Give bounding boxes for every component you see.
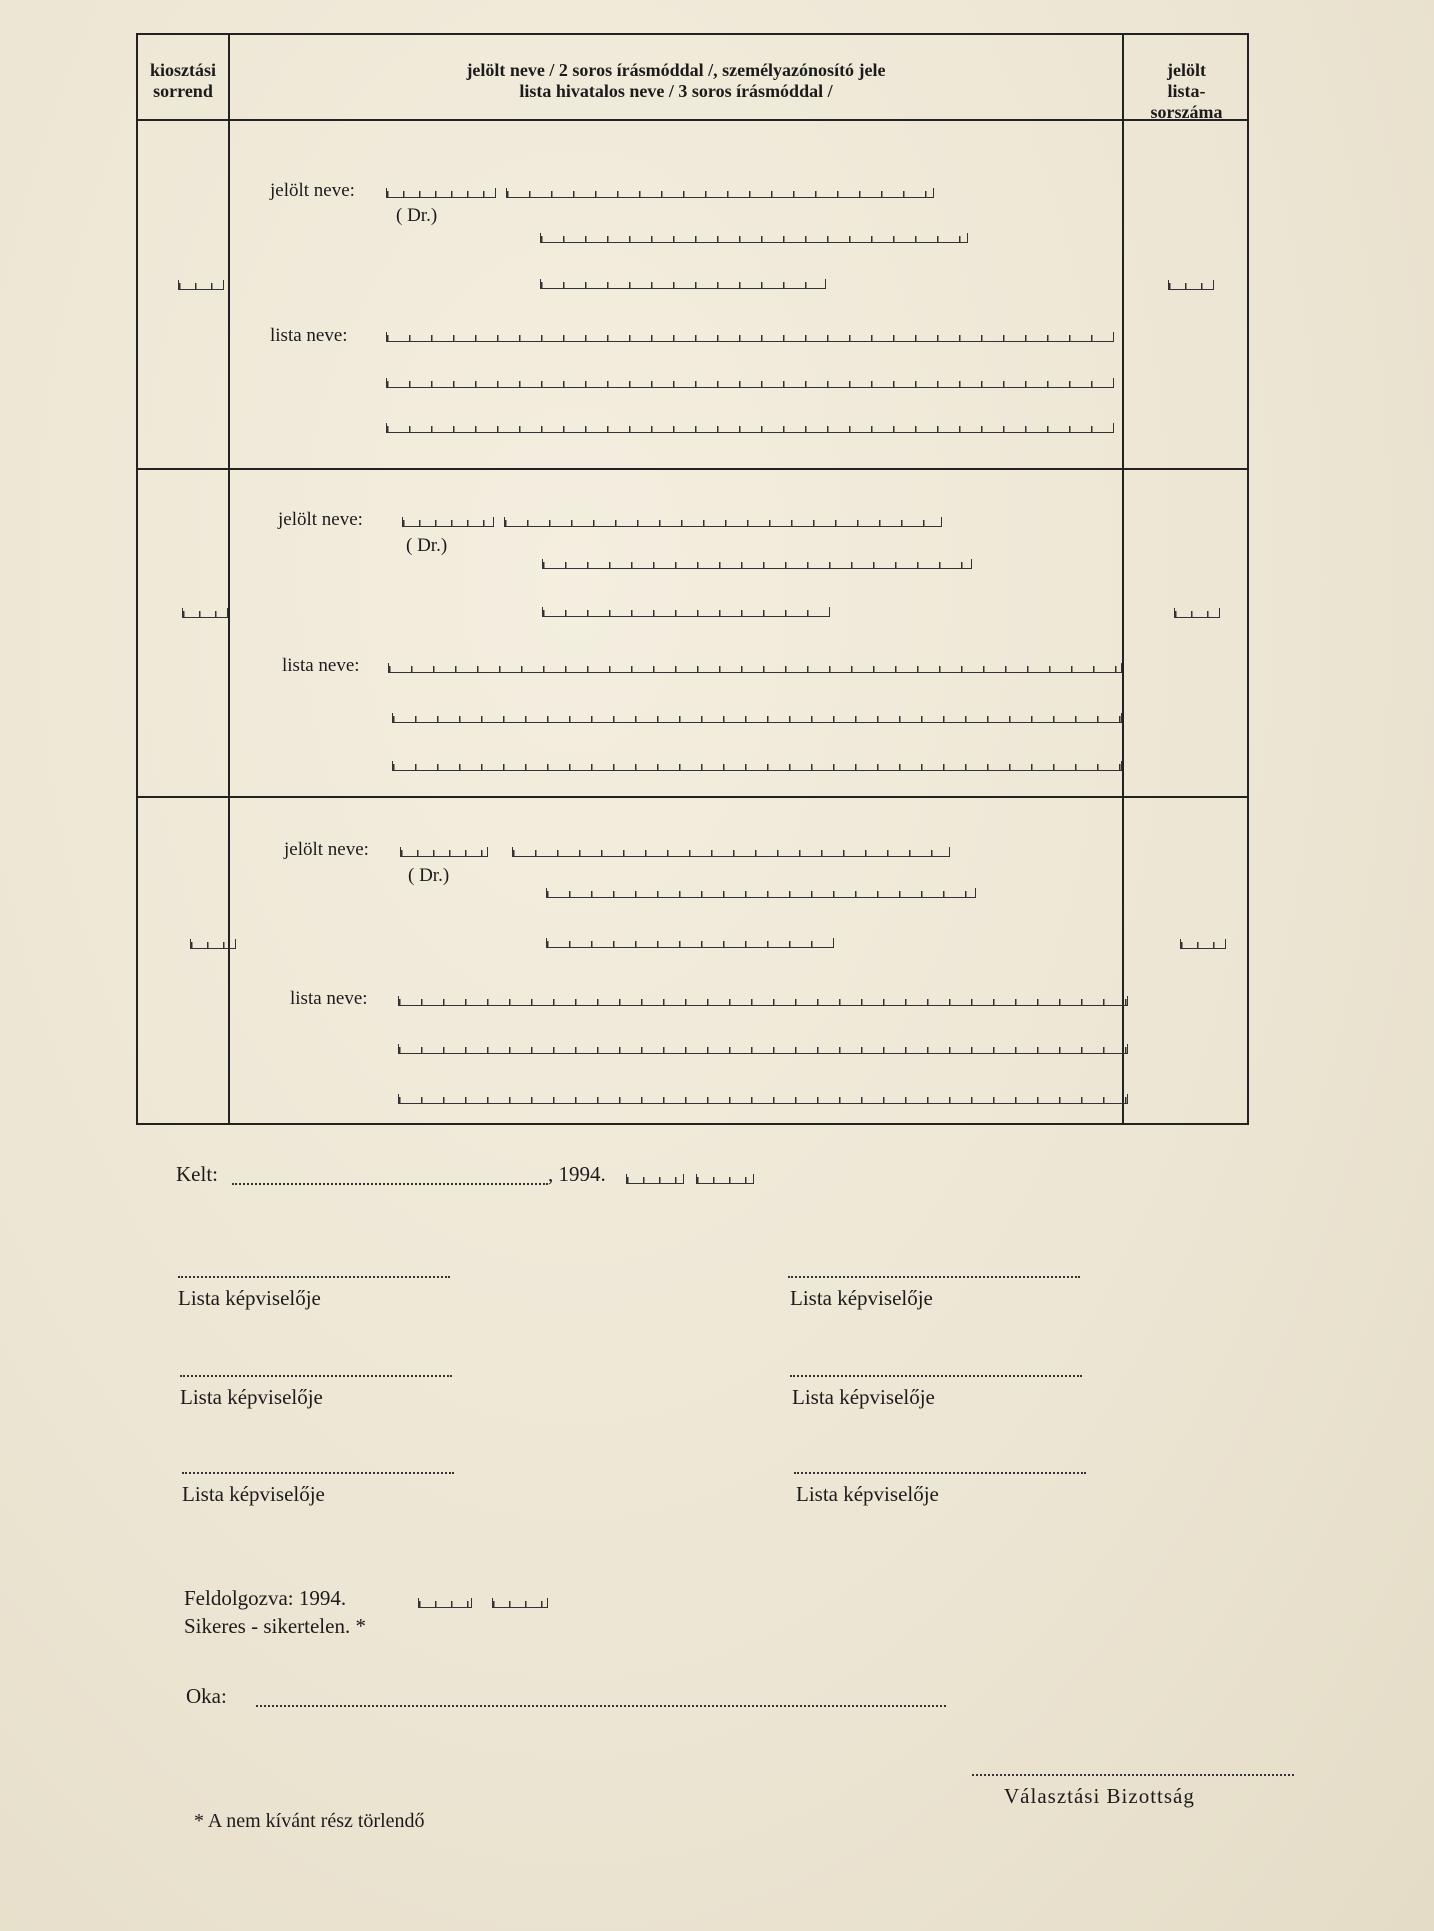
list-name-field-3[interactable] (398, 1094, 1128, 1104)
list-name-field[interactable] (398, 996, 1128, 1006)
candidate-prefix-field[interactable] (400, 847, 488, 857)
date-day-field[interactable] (696, 1174, 754, 1184)
result-label: Sikeres - sikertelen. * (184, 1614, 366, 1638)
header-order: kiosztási sorrend (149, 60, 216, 101)
list-name-field-2[interactable] (392, 713, 1122, 723)
candidate-name-field-2[interactable] (542, 559, 972, 569)
title-label: ( Dr.) (406, 535, 448, 556)
personal-id-field[interactable] (542, 607, 830, 617)
processed-day-field[interactable] (492, 1598, 548, 1608)
committee-label: Választási Bizottság (1004, 1784, 1195, 1808)
reason-label: Oka: (186, 1684, 227, 1708)
order-field[interactable] (178, 280, 224, 290)
list-name-field-3[interactable] (392, 761, 1122, 771)
date-label: Kelt: (176, 1162, 218, 1186)
committee-signature-line[interactable] (972, 1774, 1294, 1776)
title-label: ( Dr.) (408, 865, 450, 886)
rep-label: Lista képviselője (182, 1482, 325, 1506)
place-field[interactable] (232, 1183, 548, 1185)
rep-label: Lista képviselője (796, 1482, 939, 1506)
rep-label: Lista képviselője (180, 1385, 323, 1409)
candidate-name-field-2[interactable] (540, 233, 968, 243)
list-name-field-2[interactable] (398, 1044, 1128, 1054)
row-divider (138, 468, 1247, 470)
header-divider (138, 119, 1247, 121)
row-divider (138, 796, 1247, 798)
personal-id-field[interactable] (540, 279, 826, 289)
order-field[interactable] (190, 939, 236, 949)
footnote: * A nem kívánt rész törlendő (194, 1810, 425, 1832)
signature-line[interactable] (794, 1472, 1086, 1474)
rep-label: Lista képviselője (790, 1286, 933, 1310)
header-list-number: jelölt lista- sorszáma (1150, 60, 1223, 122)
candidate-name-field[interactable] (506, 188, 934, 198)
signature-line[interactable] (182, 1472, 454, 1474)
personal-id-field[interactable] (546, 938, 834, 948)
reason-field[interactable] (256, 1705, 946, 1707)
list-name-field-2[interactable] (386, 378, 1114, 388)
signature-line[interactable] (178, 1276, 450, 1278)
title-label: ( Dr.) (396, 205, 438, 226)
candidate-name-field[interactable] (512, 847, 950, 857)
signature-line[interactable] (788, 1276, 1080, 1278)
list-number-field[interactable] (1180, 939, 1226, 949)
candidate-name-field[interactable] (504, 517, 942, 527)
signature-line[interactable] (790, 1375, 1082, 1377)
candidate-form-table (136, 33, 1249, 1125)
candidate-prefix-field[interactable] (386, 188, 496, 198)
list-number-field[interactable] (1174, 608, 1220, 618)
list-name-label: lista neve: (270, 325, 348, 346)
rep-label: Lista képviselője (178, 1286, 321, 1310)
candidate-name-field-2[interactable] (546, 888, 976, 898)
signature-line[interactable] (180, 1375, 452, 1377)
processed-month-field[interactable] (418, 1598, 472, 1608)
candidate-name-label: jelölt neve: (270, 180, 355, 201)
date-month-field[interactable] (626, 1174, 684, 1184)
list-number-field[interactable] (1168, 280, 1214, 290)
column-divider (228, 35, 230, 1123)
date-year: , 1994. (548, 1162, 606, 1186)
column-divider (1122, 35, 1124, 1123)
rep-label: Lista képviselője (792, 1385, 935, 1409)
list-name-field-3[interactable] (386, 423, 1114, 433)
list-name-field[interactable] (386, 332, 1114, 342)
list-name-label: lista neve: (290, 988, 368, 1009)
order-field[interactable] (182, 608, 228, 618)
header-name: jelölt neve / 2 soros írásmóddal /, személyazónosító jele lista hivatalos neve / 3 soros írásmóddal / (466, 60, 886, 101)
list-name-field[interactable] (388, 663, 1122, 673)
list-name-label: lista neve: (282, 655, 360, 676)
processed-label: Feldolgozva: 1994. (184, 1586, 347, 1610)
candidate-prefix-field[interactable] (402, 517, 494, 527)
candidate-name-label: jelölt neve: (284, 839, 369, 860)
candidate-name-label: jelölt neve: (278, 509, 363, 530)
